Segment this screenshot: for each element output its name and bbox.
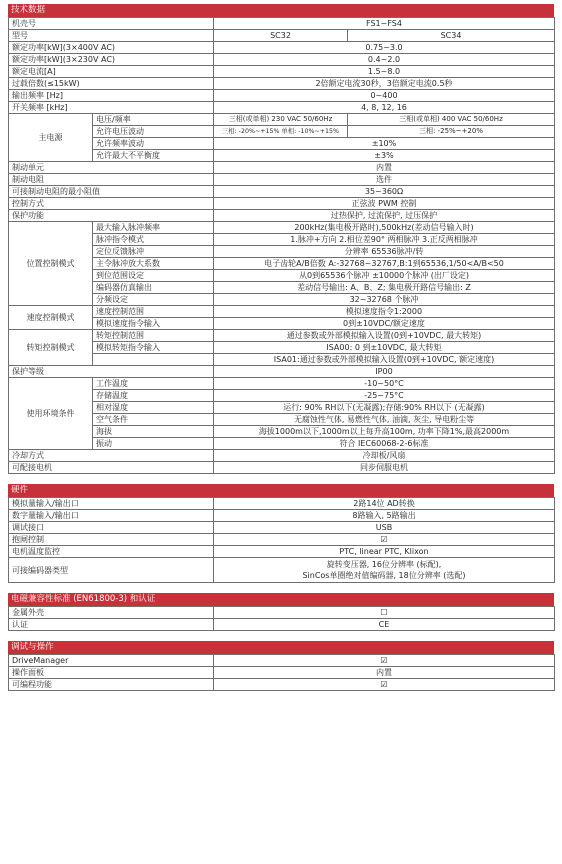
- group-label: 转矩控制模式: [9, 330, 93, 366]
- table-row: [9, 198, 555, 210]
- row-label: 过载倍数(≤15kW): [9, 78, 214, 90]
- row-label: 存储温度: [93, 390, 214, 402]
- row-label: 可接编码器类型: [9, 558, 214, 583]
- row-value: 35~360Ω: [214, 186, 555, 198]
- row-label: 认证: [9, 619, 214, 631]
- group-label: 主电源: [9, 114, 93, 162]
- row-value: 正弦波 PWM 控制: [214, 198, 555, 210]
- table-row: [9, 42, 555, 54]
- row-label: 制动单元: [9, 162, 214, 174]
- row-value: 过热保护, 过流保护, 过压保护: [214, 210, 555, 222]
- table-row: [9, 330, 555, 342]
- table-row: [9, 450, 555, 462]
- row-label: 可配接电机: [9, 462, 214, 474]
- row-label: 控制方式: [9, 198, 214, 210]
- row-value: 冷却板/风扇: [214, 450, 555, 462]
- unchecked-box-icon: ☐: [214, 607, 555, 619]
- row-value: 2路14位 AD转换: [214, 498, 555, 510]
- group-label: 使用环境条件: [9, 378, 93, 450]
- table-row: [9, 655, 555, 667]
- row-value: 0.75~3.0: [214, 42, 555, 54]
- table-row: [9, 90, 555, 102]
- group-label: 速度控制模式: [9, 306, 93, 330]
- type-a: SC32: [214, 30, 348, 42]
- section-header-emc: 电磁兼容性标准 (EN61800-3) 和认证: [8, 593, 554, 606]
- row-label: 振动: [93, 438, 214, 450]
- table-row: [9, 679, 555, 691]
- row-label: 工作温度: [93, 378, 214, 390]
- row-label: DriveManager: [9, 655, 214, 667]
- row-label: 模拟转矩指令输入: [93, 342, 214, 354]
- row-label: 允许最大不平衡度: [93, 150, 214, 162]
- row-label: 机壳号: [9, 18, 214, 30]
- tech-table: [8, 17, 555, 474]
- table-row: [9, 558, 555, 583]
- table-row: [9, 607, 555, 619]
- section-header-operation: 调试与操作: [8, 641, 554, 654]
- row-value: ±3%: [214, 150, 555, 162]
- row-label: 制动电阻: [9, 174, 214, 186]
- row-value: 差动信号输出: A、B、Z; 集电极开路信号输出: Z: [214, 282, 555, 294]
- table-row: [9, 210, 555, 222]
- row-value: 0.4~2.0: [214, 54, 555, 66]
- row-value: 0到±10VDC/额定速度: [214, 318, 555, 330]
- checked-box-icon: ☑: [214, 679, 555, 691]
- row-value: 1.5~8.0: [214, 66, 555, 78]
- row-label: 到位范围设定: [93, 270, 214, 282]
- table-row: [9, 114, 555, 126]
- row-label: 模拟速度指令输入: [93, 318, 214, 330]
- table-row: [9, 462, 555, 474]
- table-row: [9, 30, 555, 42]
- row-label: 型号: [9, 30, 214, 42]
- row-value: 200kHz(集电极开路时),500kHz(差动信号输入时): [214, 222, 555, 234]
- hardware-table: [8, 497, 555, 583]
- table-row: [9, 306, 555, 318]
- row-label: 输出频率 [Hz]: [9, 90, 214, 102]
- row-value: 三相(或单相) 230 VAC 50/60Hz: [214, 114, 348, 126]
- row-value: 1.脉冲+方向 2.相位差90° 两相脉冲 3.正反两相脉冲: [214, 234, 555, 246]
- row-value: 0~400: [214, 90, 555, 102]
- row-value: 海拔1000m以下,1000m以上每升高100m, 功率下降1%,最高2000m: [214, 426, 555, 438]
- row-value: 2倍额定电流30秒，3倍额定电流0.5秒: [214, 78, 555, 90]
- table-row: [9, 186, 555, 198]
- table-row: [9, 522, 555, 534]
- row-value: 无腐蚀性气体, 易燃性气体, 油滴, 灰尘, 导电粉尘等: [214, 414, 555, 426]
- table-row: [9, 162, 555, 174]
- table-row: [9, 102, 555, 114]
- table-row: [9, 78, 555, 90]
- row-label: 可接制动电阻的最小阻值: [9, 186, 214, 198]
- table-row: [9, 498, 555, 510]
- row-label: 最大输入脉冲频率: [93, 222, 214, 234]
- table-row: [9, 54, 555, 66]
- table-row: [9, 667, 555, 679]
- row-label: 金属外壳: [9, 607, 214, 619]
- checked-box-icon: ☑: [214, 534, 555, 546]
- row-value: 4, 8, 12, 16: [214, 102, 555, 114]
- row-value: PTC, linear PTC, Klixon: [214, 546, 555, 558]
- row-label: 脉冲指令模式: [93, 234, 214, 246]
- row-label: 额定功率[kW](3×230V AC): [9, 54, 214, 66]
- spec-sheet: [8, 4, 554, 691]
- row-value: 选件: [214, 174, 555, 186]
- row-label: 模拟量输入/输出口: [9, 498, 214, 510]
- row-value: 三相: -25%~+20%: [348, 126, 555, 138]
- row-label: 额定功率[kW](3×400V AC): [9, 42, 214, 54]
- row-value: 模拟速度指令1:2000: [214, 306, 555, 318]
- row-label: 相对湿度: [93, 402, 214, 414]
- row-label: 操作面板: [9, 667, 214, 679]
- row-label: 允许电压波动: [93, 126, 214, 138]
- row-value: -25~75°C: [214, 390, 555, 402]
- row-value: ±10%: [214, 138, 555, 150]
- row-label: 允许频率波动: [93, 138, 214, 150]
- row-label: 速度控制范围: [93, 306, 214, 318]
- row-label: 冷却方式: [9, 450, 214, 462]
- row-value: IP00: [214, 366, 555, 378]
- row-value: 从0到65536个脉冲 ±10000个脉冲 (出厂设定): [214, 270, 555, 282]
- row-value: -10~50°C: [214, 378, 555, 390]
- row-value: 三相: -20%~+15% 单相: -10%~+15%: [214, 126, 348, 138]
- row-label: 编码器仿真输出: [93, 282, 214, 294]
- row-label: 保护等级: [9, 366, 214, 378]
- type-b: SC34: [348, 30, 555, 42]
- row-label: 开关频率 [kHz]: [9, 102, 214, 114]
- row-label: 可编程功能: [9, 679, 214, 691]
- row-value: 8路输入, 5路输出: [214, 510, 555, 522]
- row-label: 保护功能: [9, 210, 214, 222]
- table-row: [9, 510, 555, 522]
- row-label: 海拔: [93, 426, 214, 438]
- row-label: 调试接口: [9, 522, 214, 534]
- row-label: 抱闸控制: [9, 534, 214, 546]
- row-label: 定位反馈脉冲: [93, 246, 214, 258]
- row-value: 通过参数或外部模拟输入设置(0到+10VDC, 最大转矩): [214, 330, 555, 342]
- checked-box-icon: ☑: [214, 655, 555, 667]
- row-value: 内置: [214, 162, 555, 174]
- row-label: 分频设定: [93, 294, 214, 306]
- row-value: 内置: [214, 667, 555, 679]
- table-row: [9, 378, 555, 390]
- section-header-hardware: 硬件: [8, 484, 554, 497]
- row-value: ISA01:通过参数或外部模拟输入设置(0到+10VDC, 额定速度): [214, 354, 555, 366]
- row-value: 同步伺服电机: [214, 462, 555, 474]
- encoder-line: 旋转变压器, 16位分辨率 (标配),: [326, 560, 442, 569]
- row-label: 空气条件: [93, 414, 214, 426]
- table-row: [9, 546, 555, 558]
- encoder-line: SinCos单圈绝对值编码器, 18位分辨率 (选配): [302, 571, 466, 580]
- row-value: 32~32768 个脉冲: [214, 294, 555, 306]
- table-row: [9, 619, 555, 631]
- emc-table: [8, 606, 555, 631]
- row-label: 电机温度监控: [9, 546, 214, 558]
- row-value: FS1~FS4: [214, 18, 555, 30]
- row-value: 电子齿轮A/B倍数 A:-32768~32767,B:1到65536,1/50<A/B<50: [214, 258, 555, 270]
- row-value: USB: [214, 522, 555, 534]
- group-label: 位置控制模式: [9, 222, 93, 306]
- row-label: 主令脉冲放大系数: [93, 258, 214, 270]
- table-row: [9, 18, 555, 30]
- row-value: 分辨率 65536脉冲/转: [214, 246, 555, 258]
- row-label: 数字量输入/输出口: [9, 510, 214, 522]
- table-row: [9, 66, 555, 78]
- section-header-tech: 技术数据: [8, 4, 554, 17]
- table-row: [9, 366, 555, 378]
- row-value: [214, 558, 555, 583]
- operation-table: [8, 654, 555, 691]
- row-label: 额定电流[A]: [9, 66, 214, 78]
- row-label: [93, 354, 214, 366]
- row-value: 符合 IEC60068-2-6标准: [214, 438, 555, 450]
- row-value: 三相(或单相) 400 VAC 50/60Hz: [348, 114, 555, 126]
- table-row: [9, 222, 555, 234]
- row-value: 运行: 90% RH以下(无凝露);存储:90% RH以下 (无凝露): [214, 402, 555, 414]
- row-label: 电压/频率: [93, 114, 214, 126]
- row-value: ISA00: 0 到±10VDC, 最大转矩: [214, 342, 555, 354]
- row-value: CE: [214, 619, 555, 631]
- table-row: [9, 534, 555, 546]
- row-label: 转矩控制范围: [93, 330, 214, 342]
- table-row: [9, 174, 555, 186]
